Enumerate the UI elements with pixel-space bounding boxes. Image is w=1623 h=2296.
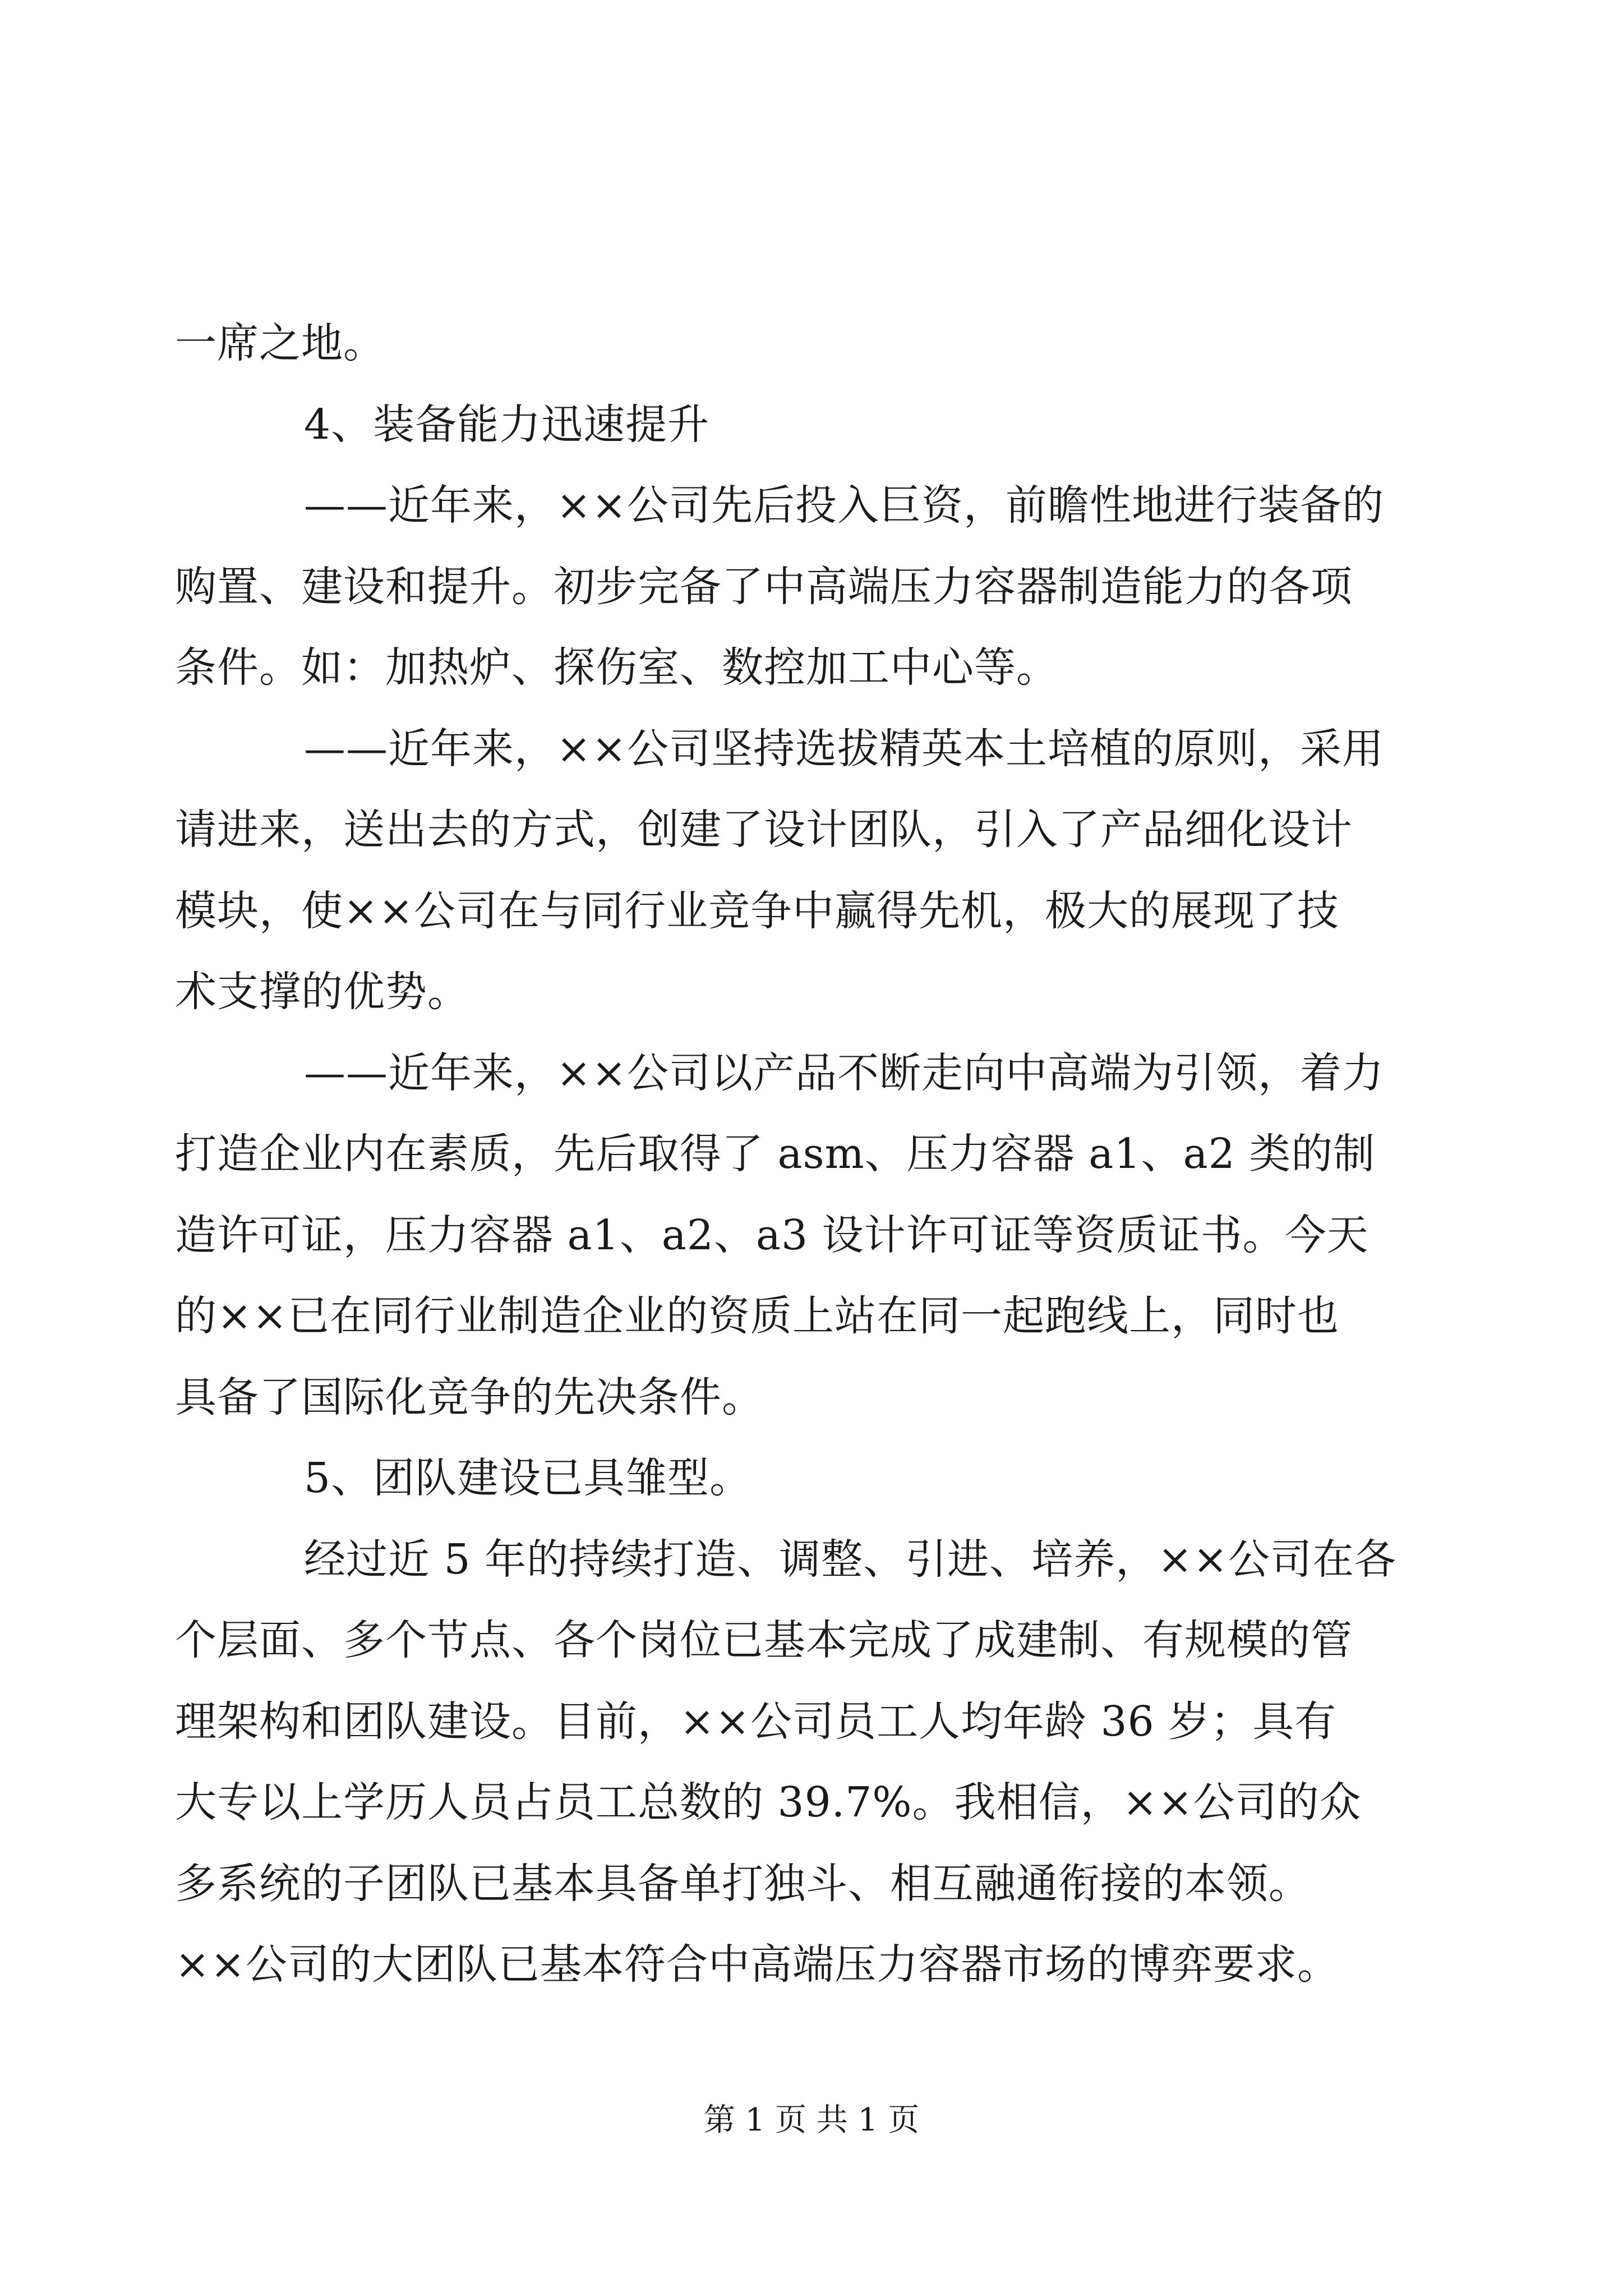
page-footer: [0, 2101, 1623, 2140]
text-line: 模块，使××公司在与同行业竞争中赢得先机，极大的展现了技: [175, 886, 1340, 935]
text-line: ——近年来，××公司以产品不断走向中高端为引领，着力: [304, 1048, 1385, 1097]
section-heading: 5、团队建设已具雏型。: [304, 1454, 752, 1502]
text-line: ——近年来，××公司坚持选拔精英本土培植的原则，采用: [304, 724, 1385, 773]
text-line: 造许可证，压力容器 a1、a2、a3 设计许可证等资质证书。今天: [175, 1211, 1369, 1259]
text-line: ——近年来，××公司先后投入巨资，前瞻性地进行装备的: [304, 481, 1385, 530]
text-line: 打造企业内在素质，先后取得了 asm、压力容器 a1、a2 类的制: [175, 1130, 1376, 1178]
text-line: 大专以上学历人员占员工总数的 39.7%。我相信，××公司的众: [175, 1778, 1362, 1826]
text-line: 个层面、多个节点、各个岗位已基本完成了成建制、有规模的管: [175, 1616, 1353, 1664]
text-line: 请进来，送出去的方式，创建了设计团队，引入了产品细化设计: [175, 806, 1353, 854]
text-line: 具备了国际化竞争的先决条件。: [175, 1373, 764, 1421]
text-line: 理架构和团队建设。目前，××公司员工人均年龄 36 岁；具有: [175, 1697, 1337, 1746]
text-line: 多系统的子团队已基本具备单打独斗、相互融通衔接的本领。: [175, 1859, 1311, 1908]
text-line: 购置、建设和提升。初步完备了中高端压力容器制造能力的各项: [175, 562, 1353, 611]
text-line: 条件。如：加热炉、探伤室、数控加工中心等。: [175, 643, 1058, 692]
text-line: 一席之地。: [175, 319, 385, 367]
section-heading: 4、装备能力迅速提升: [304, 400, 710, 449]
text-line: ××公司的大团队已基本符合中高端压力容器市场的博弈要求。: [175, 1940, 1340, 1989]
text-line: 术支撑的优势。: [175, 968, 469, 1016]
page-number-label: 第 1 页 共 1 页: [703, 2102, 920, 2138]
text-line: 经过近 5 年的持续打造、调整、引进、培养，××公司在各: [304, 1535, 1397, 1584]
text-line: 的××已在同行业制造企业的资质上站在同一起跑线上，同时也: [175, 1292, 1340, 1340]
document-body: [175, 303, 1448, 2005]
